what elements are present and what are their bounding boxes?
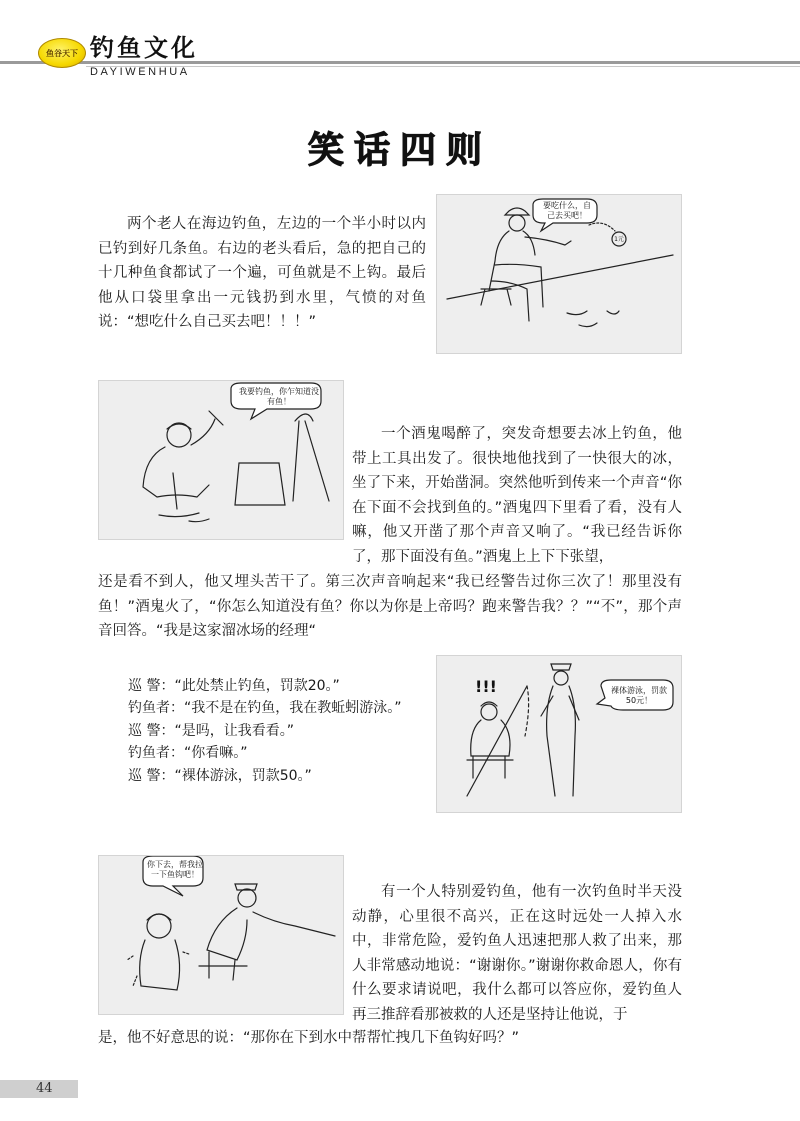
comic-2-speech: 我要钓鱼，你乍知道没有鱼！ (239, 387, 319, 406)
page-number: 44 (36, 1081, 53, 1096)
section-title: 钓鱼文化 (90, 33, 198, 62)
joke-1-text: 两个老人在海边钓鱼，左边的一个半小时以内已钓到好几条鱼。右边的老头看后，急的把自己的十几种鱼食都试了一个遍，可鱼就是不上钩。最后他从口袋里拿出一元钱扔到水里，气愤的对鱼说：“想吃什么自己买去吧！！！” (98, 216, 426, 331)
comic-panel-1 (436, 194, 682, 354)
comic-3-exclaim: !!! (475, 677, 497, 696)
dialogue-line: 巡 警：“裸体游泳，罚款50。” (128, 767, 312, 784)
joke-2-text-continued: 还是看不到人，他又埋头苦干了。第三次声音响起来“我已经警告过你三次了！那里没有鱼！”酒鬼火了，“你怎么知道没有鱼？你以为你是上帝吗？跑来警告我？？”“不”，那个声音回答。“我是这家溜冰场的经理“ (98, 574, 682, 640)
comic-1-coin-label: 1元 (614, 236, 624, 243)
comic-panel-2 (98, 380, 344, 540)
comic-illustration-4 (99, 856, 343, 1014)
comic-3-speech: 裸体游泳，罚款50元！ (611, 686, 667, 705)
joke-4-wrap (352, 880, 682, 1028)
comic-panel-3 (436, 655, 682, 813)
joke-1 (98, 212, 426, 335)
dialogue-line: 钓鱼者：“我不是在钓鱼，我在教蚯蚓游泳。” (128, 700, 402, 717)
section-subtitle: DAYIWENHUA (90, 66, 190, 78)
article-title: 笑话四则 (307, 130, 492, 171)
joke-2-full (98, 570, 682, 644)
dialogue-line: 巡 警：“此处禁止钓鱼，罚款20。” (128, 678, 340, 694)
joke-2-wrap (352, 422, 682, 570)
comic-panel-4 (98, 855, 344, 1015)
joke-4-text-wrapped: 有一个人特别爱钓鱼，他有一次钓鱼时半天没动静，心里很不高兴，正在这时远处一人掉入水中，非常危险，爱钓鱼人迅速把那人救了出来，那人非常感动地说：“谢谢你。”谢谢你救命恩人，你有什么要求请说吧，我什么都可以答应你，爱钓鱼人再三推辞看那被救的人还是坚持让他说，于 (352, 884, 682, 1023)
dialogue-line: 巡 警：“是吗，让我看看。” (128, 722, 294, 739)
comic-4-speech: 你下去，帮我拉一下鱼钩吧！ (147, 860, 203, 879)
joke-2-text-wrapped: 一个酒鬼喝醉了，突发奇想要去冰上钓鱼，他带上工具出发了。很快地他找到了一快很大的冰，坐了下来，开始凿洞。突然他听到传来一个声音“你在下面不会找到鱼的。”酒鬼四下里看了看，没有人嘛，他又开凿了那个声音又响了。“我已经告诉你了，那下面没有鱼。”酒鬼上上下下张望， (352, 426, 682, 565)
dialogue-line: 钓鱼者：“你看嘛。” (128, 745, 248, 762)
comic-1-speech: 要吃什么，自己去买吧！ (543, 201, 591, 220)
header-rule-thin (86, 66, 800, 67)
logo-text: 鱼谷天下 (46, 48, 78, 58)
magazine-logo (38, 38, 86, 68)
joke-4-full (98, 1026, 682, 1051)
joke-4-text-continued: 是，他不好意思的说：“那你在下到水中帮帮忙拽几下鱼钩好吗？” (98, 1030, 520, 1046)
joke-3 (128, 675, 428, 787)
